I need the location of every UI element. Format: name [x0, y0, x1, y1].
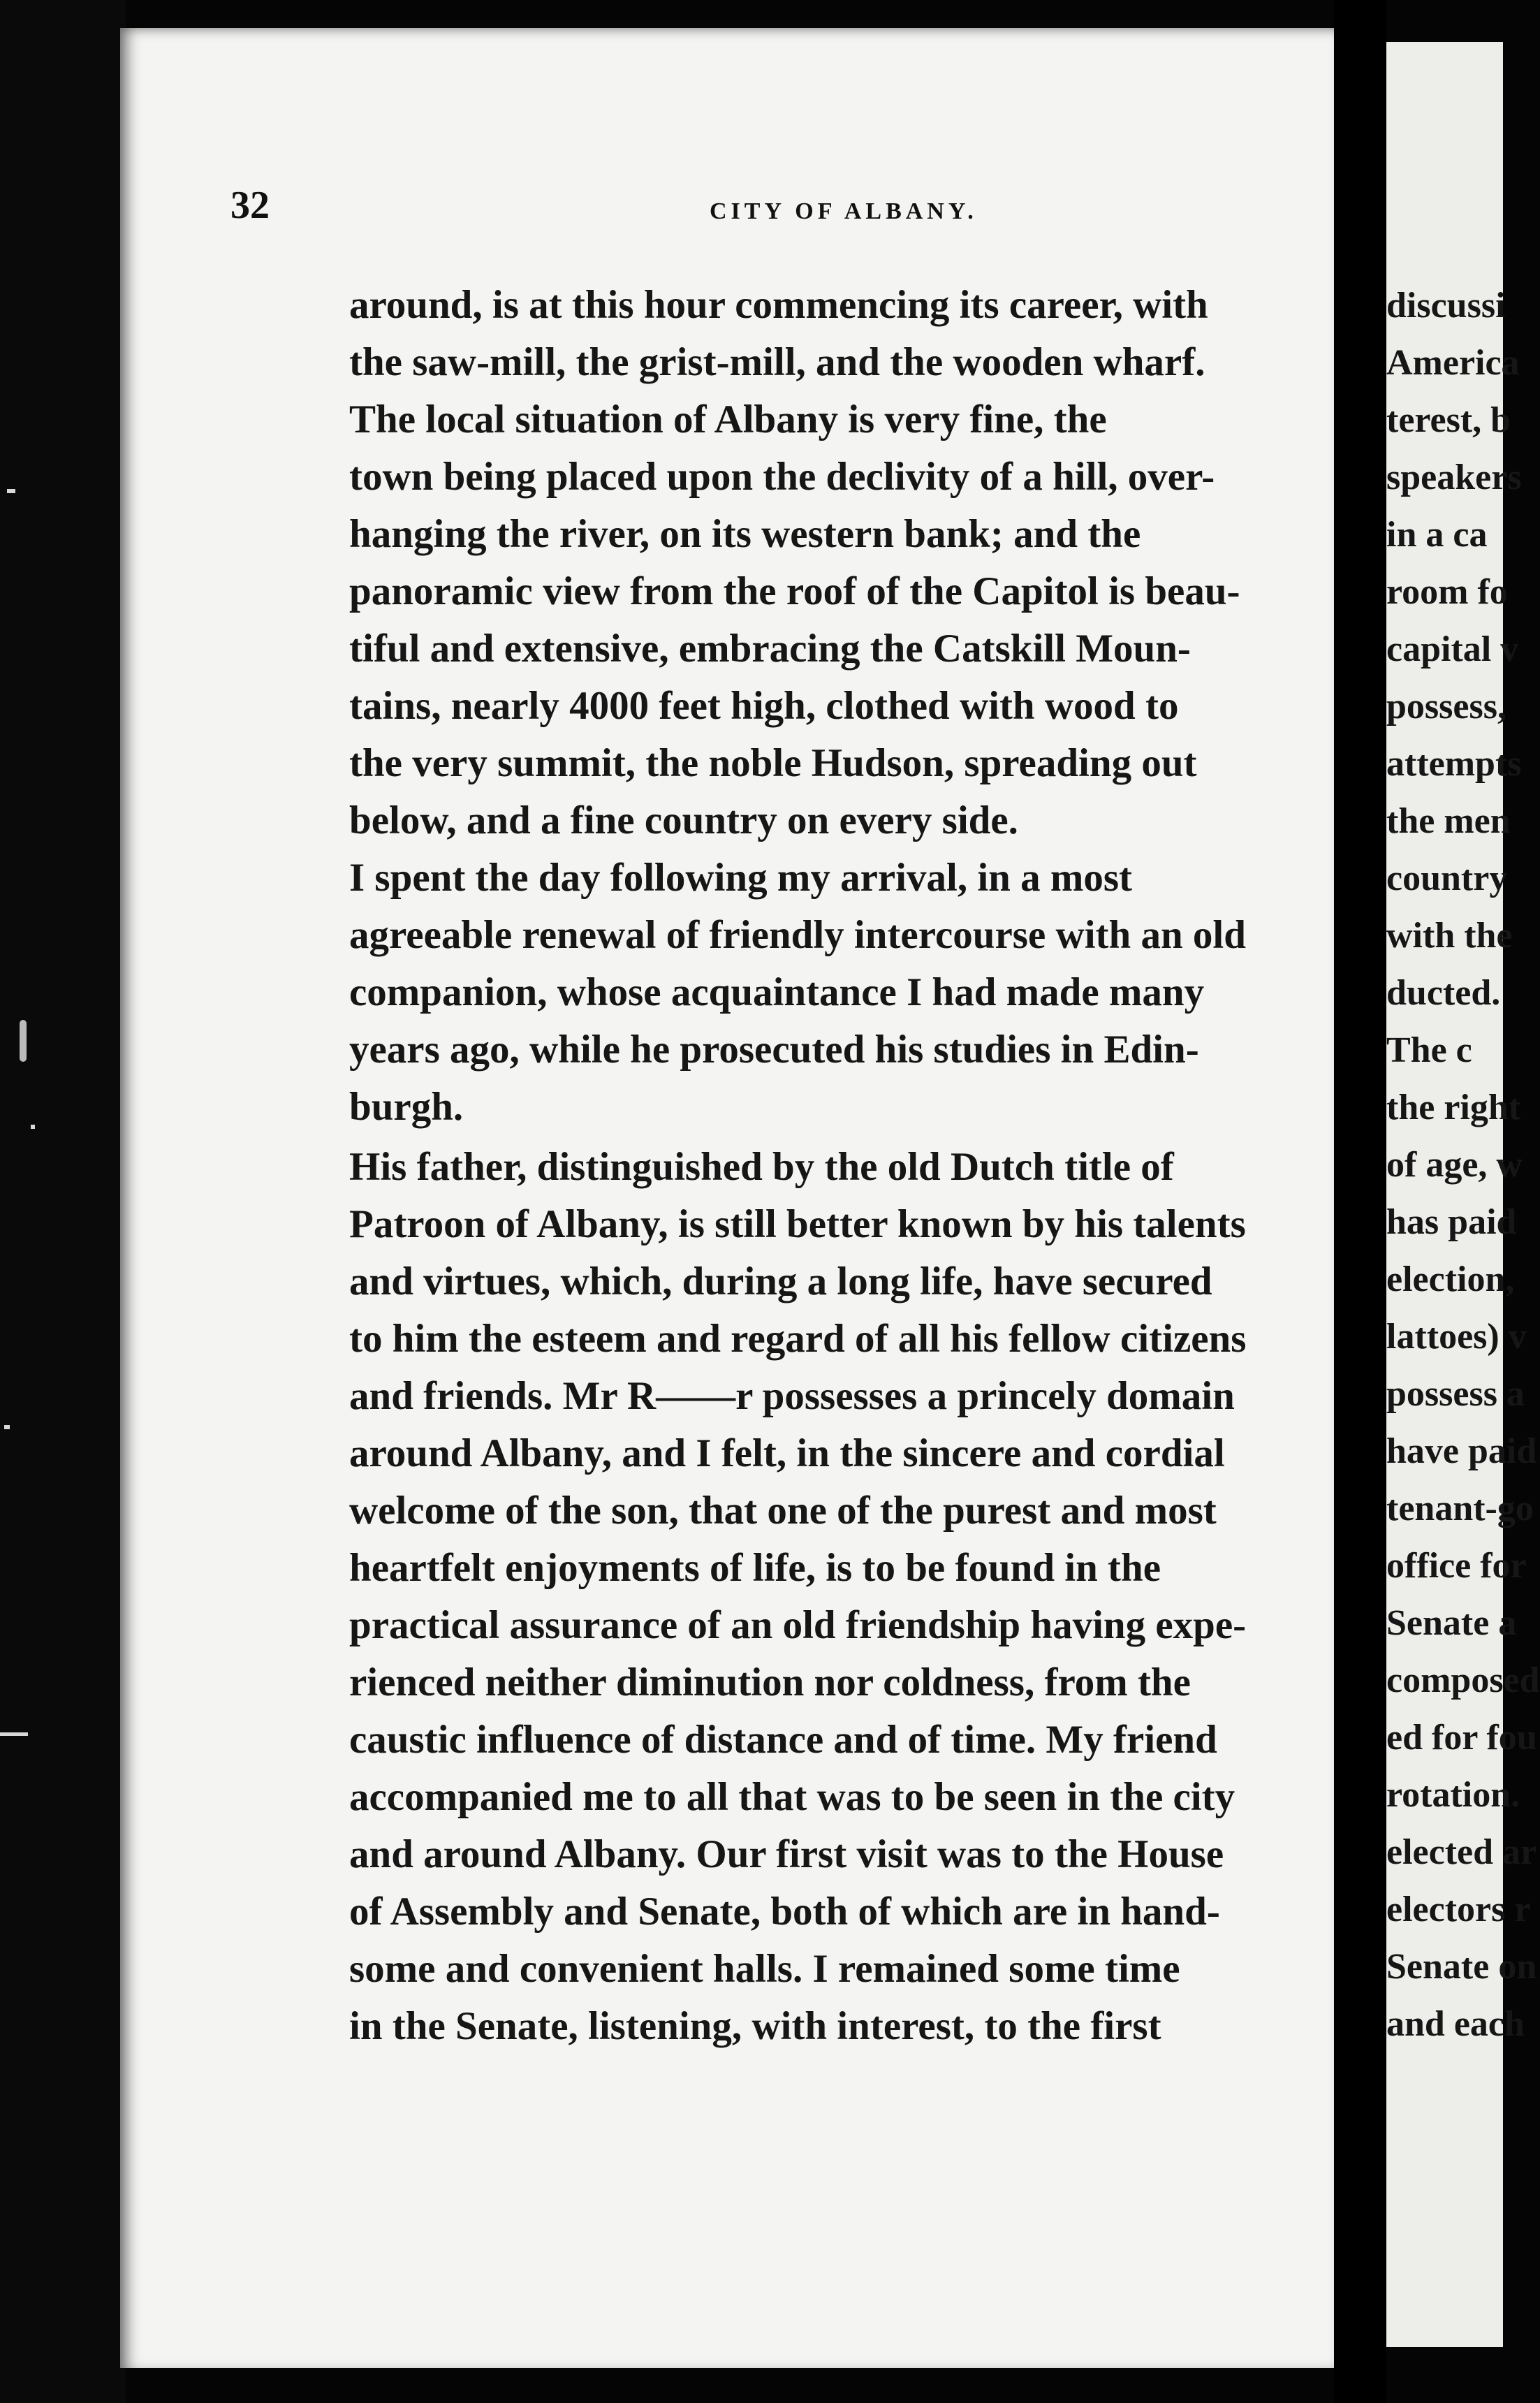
facing-text-line: lattoes) v — [1386, 1317, 1527, 1357]
facing-text-line: tenant-go — [1386, 1489, 1534, 1528]
facing-text-line: terest, b — [1386, 400, 1511, 440]
facing-text-line: election, — [1386, 1259, 1515, 1299]
page-gutter — [1334, 0, 1386, 2403]
text-line: His father, distinguished by the old Dutch title of — [349, 1145, 1174, 1189]
text-line: panoramic view from the roof of the Capitol is beau- — [349, 569, 1240, 613]
facing-text-line: and each — [1386, 2004, 1525, 2044]
text-line: burgh. — [349, 1085, 464, 1129]
text-line: below, and a fine country on every side. — [349, 798, 1018, 842]
text-line: tiful and extensive, embracing the Catskill Moun- — [349, 627, 1191, 671]
text-line: in the Senate, listening, with interest, to the first — [349, 2004, 1161, 2048]
text-line: and around Albany. Our first visit was to the House — [349, 1832, 1224, 1876]
text-line: welcome of the son, that one of the purest and most — [349, 1489, 1217, 1533]
facing-text-line: The c — [1386, 1030, 1472, 1070]
facing-text-line: capital v — [1386, 629, 1519, 669]
facing-text-line: have paid — [1386, 1431, 1537, 1471]
facing-text-line: ducted. — [1386, 973, 1501, 1013]
text-line: to him the esteem and regard of all his fellow citizens — [349, 1317, 1247, 1361]
facing-text-line: room fo — [1386, 572, 1508, 612]
facing-text-line: office for — [1386, 1546, 1527, 1586]
facing-text-line: country — [1386, 859, 1508, 898]
book-spine-shadow — [0, 0, 126, 2403]
facing-text-line: electors r — [1386, 1890, 1531, 1929]
text-line: caustic influence of distance and of time. My friend — [349, 1718, 1217, 1762]
text-line: practical assurance of an old friendship having expe- — [349, 1603, 1247, 1647]
facing-text-line: composed — [1386, 1660, 1540, 1700]
text-line: of Assembly and Senate, both of which are in hand- — [349, 1890, 1220, 1934]
text-line: tains, nearly 4000 feet high, clothed with wood to — [349, 684, 1179, 728]
text-line: and friends. Mr R——r possesses a princely domain — [349, 1374, 1235, 1418]
body-text — [349, 272, 1327, 2089]
facing-text-line: discussi — [1386, 286, 1506, 326]
text-line: around, is at this hour commencing its career, with — [349, 283, 1208, 327]
facing-text-line: elected ar — [1386, 1832, 1537, 1872]
text-line: companion, whose acquaintance I had made many — [349, 970, 1205, 1014]
text-line: town being placed upon the declivity of a hill, over- — [349, 455, 1215, 499]
text-line: rienced neither diminution nor coldness, from the — [349, 1660, 1191, 1704]
running-head: CITY OF ALBANY. — [710, 198, 978, 224]
facing-text-line: with the — [1386, 916, 1513, 956]
facing-page-fragment — [1386, 42, 1540, 2347]
facing-text-line: speakers — [1386, 458, 1522, 497]
text-line: the very summit, the noble Hudson, spreading out — [349, 741, 1197, 785]
facing-text-line: Senate on — [1386, 1947, 1537, 1987]
facing-text-line: possess a — [1386, 1374, 1525, 1414]
page-header — [230, 183, 1418, 239]
facing-text-line: attempts — [1386, 744, 1522, 784]
facing-text-line: of age, w — [1386, 1145, 1523, 1185]
facing-text-line: Senate a — [1386, 1603, 1517, 1643]
text-line: around Albany, and I felt, in the sincere and cordial — [349, 1431, 1225, 1475]
text-line: accompanied me to all that was to be seen in the city — [349, 1775, 1235, 1819]
text-line: The local situation of Albany is very fine, the — [349, 397, 1107, 441]
facing-text-line: rotation. — [1386, 1775, 1520, 1815]
facing-text-line: has paid — [1386, 1202, 1517, 1242]
facing-text-line: possess, — [1386, 687, 1506, 726]
text-line: the saw-mill, the grist-mill, and the wooden wharf. — [349, 340, 1205, 384]
text-line: I spent the day following my arrival, in a most — [349, 856, 1133, 900]
text-line: heartfelt enjoyments of life, is to be found in the — [349, 1546, 1161, 1590]
text-line: hanging the river, on its western bank; and the — [349, 512, 1141, 556]
text-line: years ago, while he prosecuted his studies in Edin- — [349, 1028, 1199, 1072]
text-line: and virtues, which, during a long life, have secured — [349, 1259, 1212, 1303]
text-line: some and convenient halls. I remained some time — [349, 1947, 1180, 1991]
facing-text-line: the men — [1386, 801, 1511, 841]
facing-text-line: the right — [1386, 1088, 1521, 1127]
facing-text-line: in a ca — [1386, 515, 1488, 555]
facing-text-line: America — [1386, 343, 1520, 383]
text-line: agreeable renewal of friendly intercourse with an old — [349, 913, 1246, 957]
facing-text-line: ed for fou — [1386, 1718, 1537, 1758]
text-line: Patroon of Albany, is still better known by his talents — [349, 1202, 1246, 1246]
page-number: 32 — [230, 184, 270, 227]
